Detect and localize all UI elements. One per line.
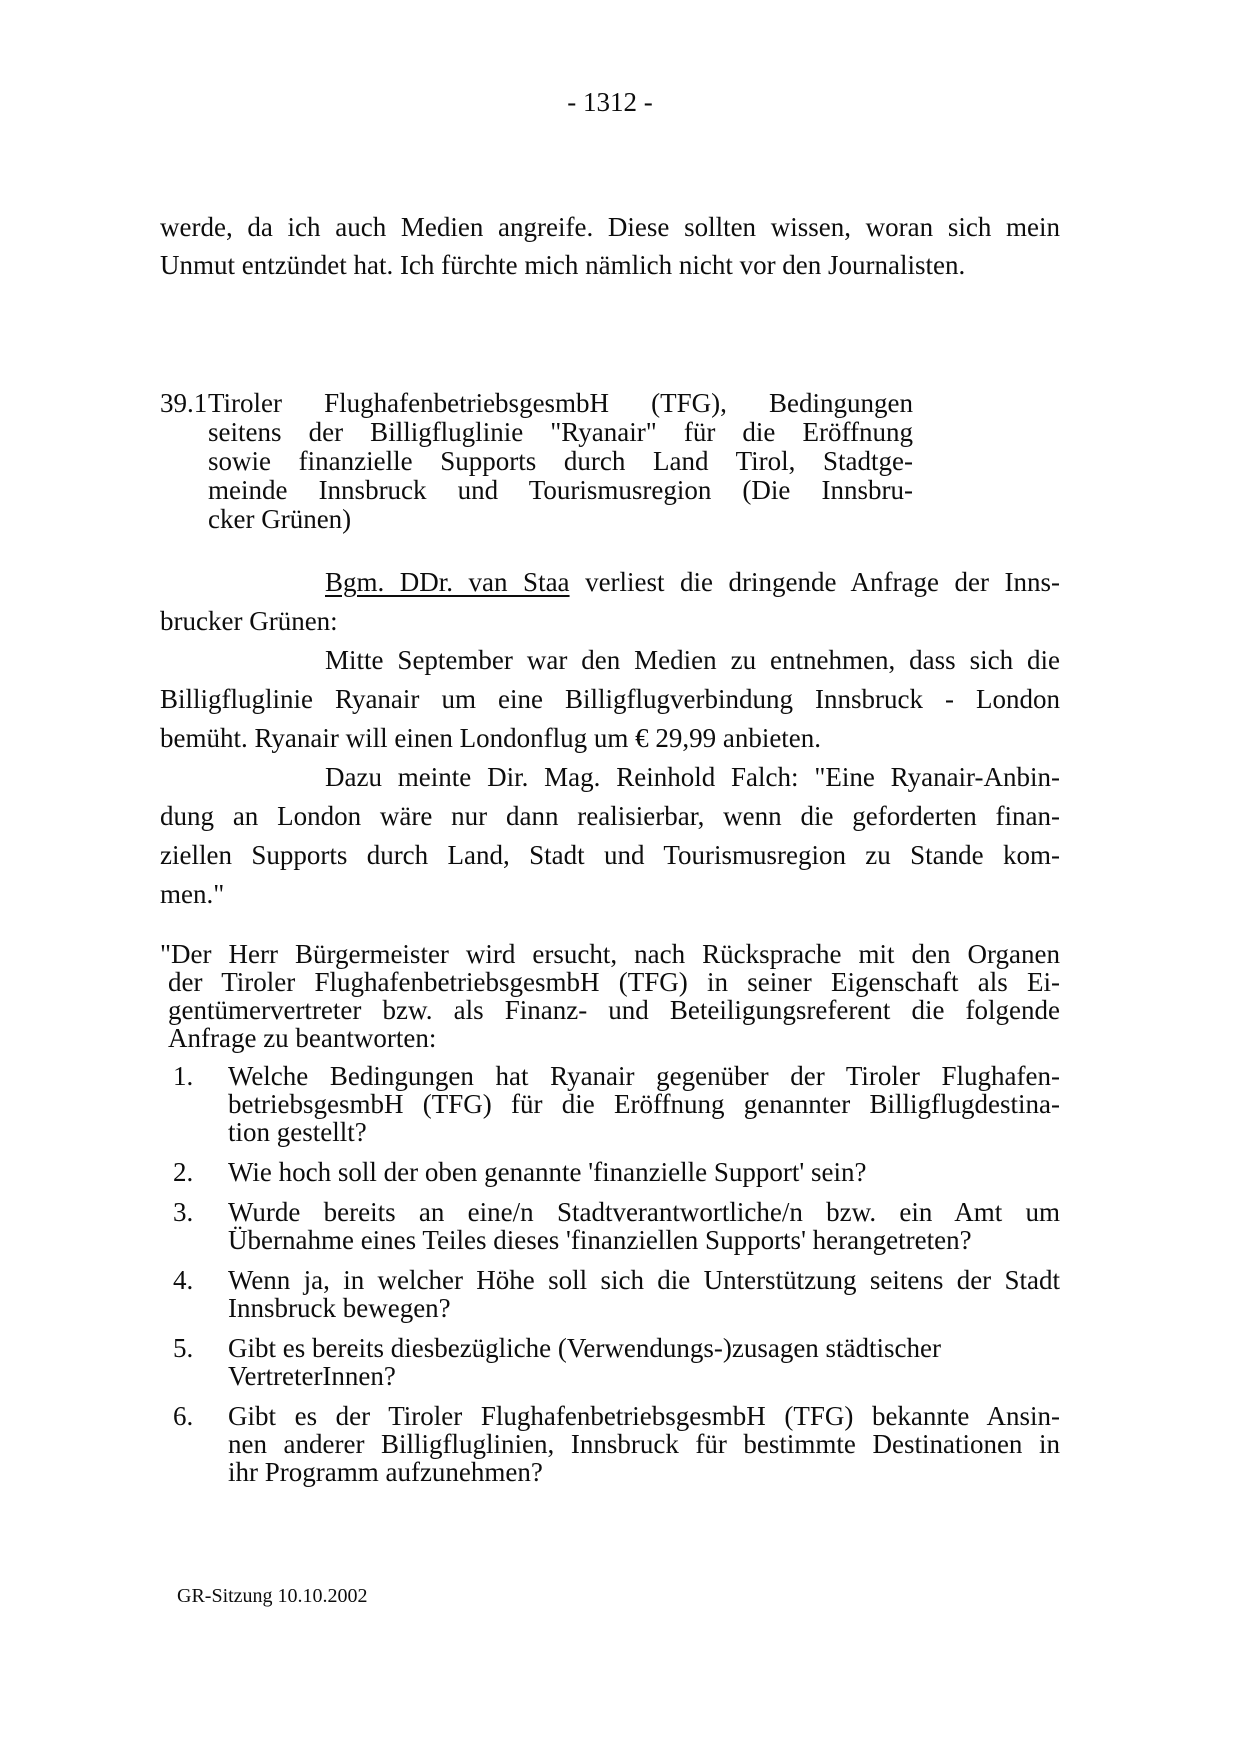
agenda-item-title — [208, 389, 913, 534]
intro-paragraph — [160, 208, 1060, 284]
text-line: Innsbruck bewegen? — [228, 1293, 451, 1323]
text-line: bemüht. Ryanair will einen Londonflug um € 29,99 anbieten. — [160, 723, 822, 753]
text-line: Übernahme eines Teiles dieses 'finanziellen Supports' herangetreten? — [228, 1225, 972, 1255]
speaker-paragraph — [160, 563, 1060, 641]
body-text — [160, 563, 1060, 914]
text-line: Gibt es bereits diesbezügliche (Verwendungs-)zusagen städtischer — [228, 1333, 942, 1363]
text-line: Billigfluglinie Ryanair um eine Billigflugverbindung Innsbruck - London — [160, 684, 1060, 714]
text-line: Anfrage zu beantworten: — [168, 1023, 437, 1053]
question-number: 6. — [173, 1401, 194, 1431]
text-line: sowie finanzielle Supports durch Land Tirol, Stadtge- — [208, 446, 913, 476]
text-line: Welche Bedingungen hat Ryanair gegenüber der Tiroler Flughafen- — [228, 1061, 1060, 1091]
text-line: men." — [160, 879, 225, 909]
text-line: "Der Herr Bürgermeister wird ersucht, nach Rücksprache mit den Organen — [160, 939, 1060, 969]
inquiry-intro — [160, 940, 1060, 1052]
agenda-item-heading — [160, 389, 1060, 534]
question-text — [228, 1158, 1060, 1186]
text-line: Wenn ja, in welcher Höhe soll sich die Unterstützung seitens der Stadt — [228, 1265, 1060, 1295]
text-line: Dazu meinte Dir. Mag. Reinhold Falch: "Eine Ryanair-Anbin- — [325, 762, 1060, 792]
question-text — [228, 1198, 1060, 1254]
text-line: Gibt es der Tiroler FlughafenbetriebsgesmbH (TFG) bekannte Ansin- — [228, 1401, 1060, 1431]
question-item — [160, 1266, 1060, 1322]
question-text — [228, 1062, 1060, 1146]
paragraph-ryanair-news — [160, 641, 1060, 758]
question-text — [228, 1334, 1060, 1390]
page-footer: GR-Sitzung 10.10.2002 — [177, 1585, 368, 1607]
question-number: 2. — [173, 1157, 194, 1187]
page-number: - 1312 - — [567, 87, 653, 117]
question-item — [160, 1402, 1060, 1486]
text-line: brucker Grünen: — [160, 606, 338, 636]
text-line: seitens der Billigfluglinie "Ryanair" für die Eröffnung — [208, 417, 913, 447]
text-line: gentümervertreter bzw. als Finanz- und Beteiligungsreferent die folgende — [168, 995, 1060, 1025]
question-number: 3. — [173, 1197, 194, 1227]
text-line: Tiroler FlughafenbetriebsgesmbH (TFG), Bedingungen — [208, 388, 913, 418]
text-line: betriebsgesmbH (TFG) für die Eröffnung genannter Billigflugdestina- — [228, 1089, 1060, 1119]
question-item — [160, 1158, 1060, 1186]
text-line: werde, da ich auch Medien angreife. Diese sollten wissen, woran sich mein — [160, 212, 1060, 242]
paragraph-falch-quote — [160, 758, 1060, 914]
question-number: 4. — [173, 1265, 194, 1295]
text-line: ihr Programm aufzunehmen? — [228, 1457, 543, 1487]
text-line: ziellen Supports durch Land, Stadt und Tourismusregion zu Stande kom- — [160, 840, 1060, 870]
text-line: meinde Innsbruck und Tourismusregion (Die Innsbru- — [208, 475, 913, 505]
text-line — [160, 563, 1060, 602]
page-content — [160, 0, 1060, 1608]
agenda-item-number: 39.1 — [160, 388, 208, 418]
question-list — [160, 1062, 1060, 1486]
text-line: Mitte September war den Medien zu entnehmen, dass sich die — [325, 645, 1060, 675]
question-text — [228, 1266, 1060, 1322]
text-line: Unmut entzündet hat. Ich fürchte mich nämlich nicht vor den Journalisten. — [160, 250, 966, 280]
question-item — [160, 1334, 1060, 1390]
text-line: Wurde bereits an eine/n Stadtverantwortliche/n bzw. ein Amt um — [228, 1197, 1060, 1227]
text-line: der Tiroler FlughafenbetriebsgesmbH (TFG) in seiner Eigenschaft als Ei- — [168, 967, 1060, 997]
text-line: dung an London wäre nur dann realisierbar, wenn die geforderten finan- — [160, 801, 1060, 831]
question-item — [160, 1062, 1060, 1146]
speaker-line-rest: verliest die dringende Anfrage der Inns- — [569, 567, 1061, 597]
question-item — [160, 1198, 1060, 1254]
question-text — [228, 1402, 1060, 1486]
question-number: 1. — [173, 1061, 194, 1091]
text-line: VertreterInnen? — [228, 1361, 396, 1391]
text-line: cker Grünen) — [208, 504, 352, 534]
question-number: 5. — [173, 1333, 194, 1363]
text-line: Wie hoch soll der oben genannte 'finanzielle Support' sein? — [228, 1157, 867, 1187]
text-line: nen anderer Billigfluglinien, Innsbruck für bestimmte Destinationen in — [228, 1429, 1060, 1459]
speaker-name: Bgm. DDr. van Staa — [325, 567, 570, 597]
text-line: tion gestellt? — [228, 1117, 367, 1147]
